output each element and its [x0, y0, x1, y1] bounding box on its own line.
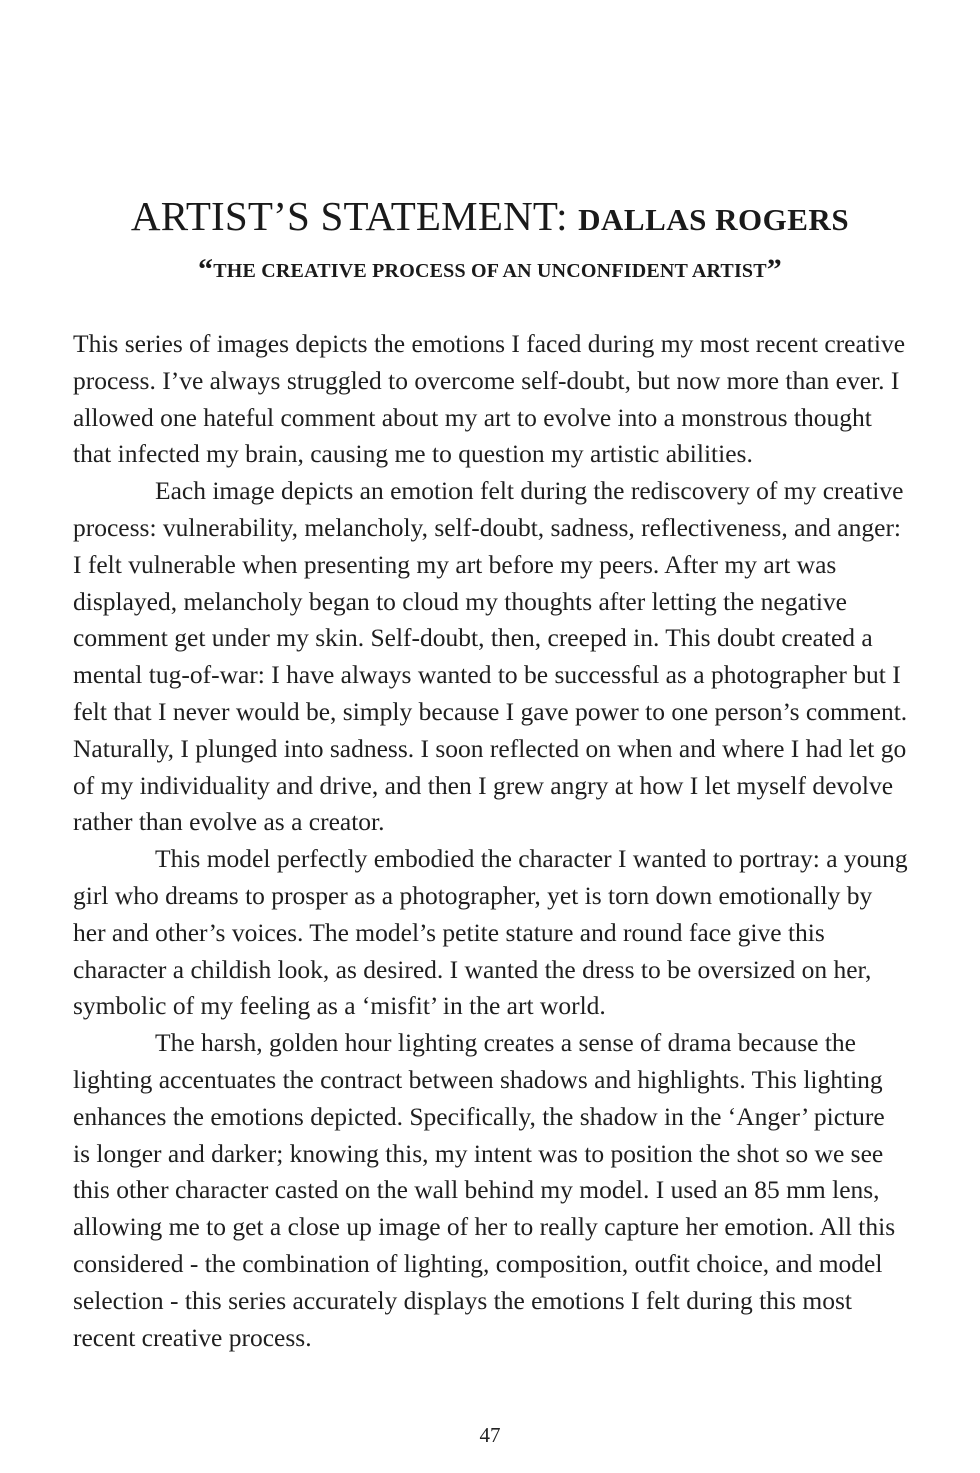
subtitle-open-quote: “ [198, 253, 214, 286]
subtitle-close-quote: ” [766, 253, 782, 286]
page-title [0, 188, 980, 248]
statement-body [73, 326, 908, 1356]
paragraph-3: This model perfectly embodied the character I wanted to portray: a young girl who dreams to prosper as a photographer, yet is torn down emotionally by her and other’s voices. The model’s petite stature and round face give this character a childish look, as desired. I wanted the dress to be oversized on her, symbolic of my feeling as a ‘misfit’ in the art world. [73, 844, 908, 1021]
title-main: ARTIST’S STATEMENT: [130, 193, 579, 239]
page-number: 47 [479, 1423, 501, 1447]
paragraph-1: This series of images depicts the emotions I faced during my most recent creative process. I’ve always struggled to overcome self-doubt, but now more than ever. I allowed one hateful comment about my art to evolve into a monstrous thought that infected my brain, causing me to question my artistic abilities. [73, 329, 906, 469]
artist-name: DALLAS ROGERS [578, 202, 850, 237]
paragraph-4: The harsh, golden hour lighting creates a sense of drama because the lighting accentuates the contract between shadows and highlights. This lighting enhances the emotions depicted. Specifically, the shadow in the ‘Anger’ picture is longer and darker; knowing this, my intent was to position the shot so we see this other character casted on the wall behind my model. I used an 85 mm lens, allowing me to get a close up image of her to really capture her emotion. All this considered - the combination of lighting, composition, outfit choice, and model selection - this series accurately displays the emotions I felt during this most recent creative process. [73, 1028, 896, 1352]
page-subtitle [0, 254, 980, 287]
subtitle-text: THE CREATIVE PROCESS OF AN UNCONFIDENT ARTIST [213, 260, 767, 282]
paragraph-2: Each image depicts an emotion felt during the rediscovery of my creative process: vulnerability, melancholy, self-doubt, sadness, reflectiveness, and anger: I felt vulnerable when presenting my art before my peers. After my art was displayed, melancholy began to cloud my thoughts after letting the negative comment get under my skin. Self-doubt, then, creeped in. This doubt created a mental tug-of-war: I have always wanted to be successful as a photographer but I felt that I never would be, simply because I gave power to one person’s comment. Naturally, I plunged into sadness. I soon reflected on when and where I had let go of my individuality and drive, and then I grew angry at how I let myself devolve rather than evolve as a creator. [73, 476, 908, 837]
